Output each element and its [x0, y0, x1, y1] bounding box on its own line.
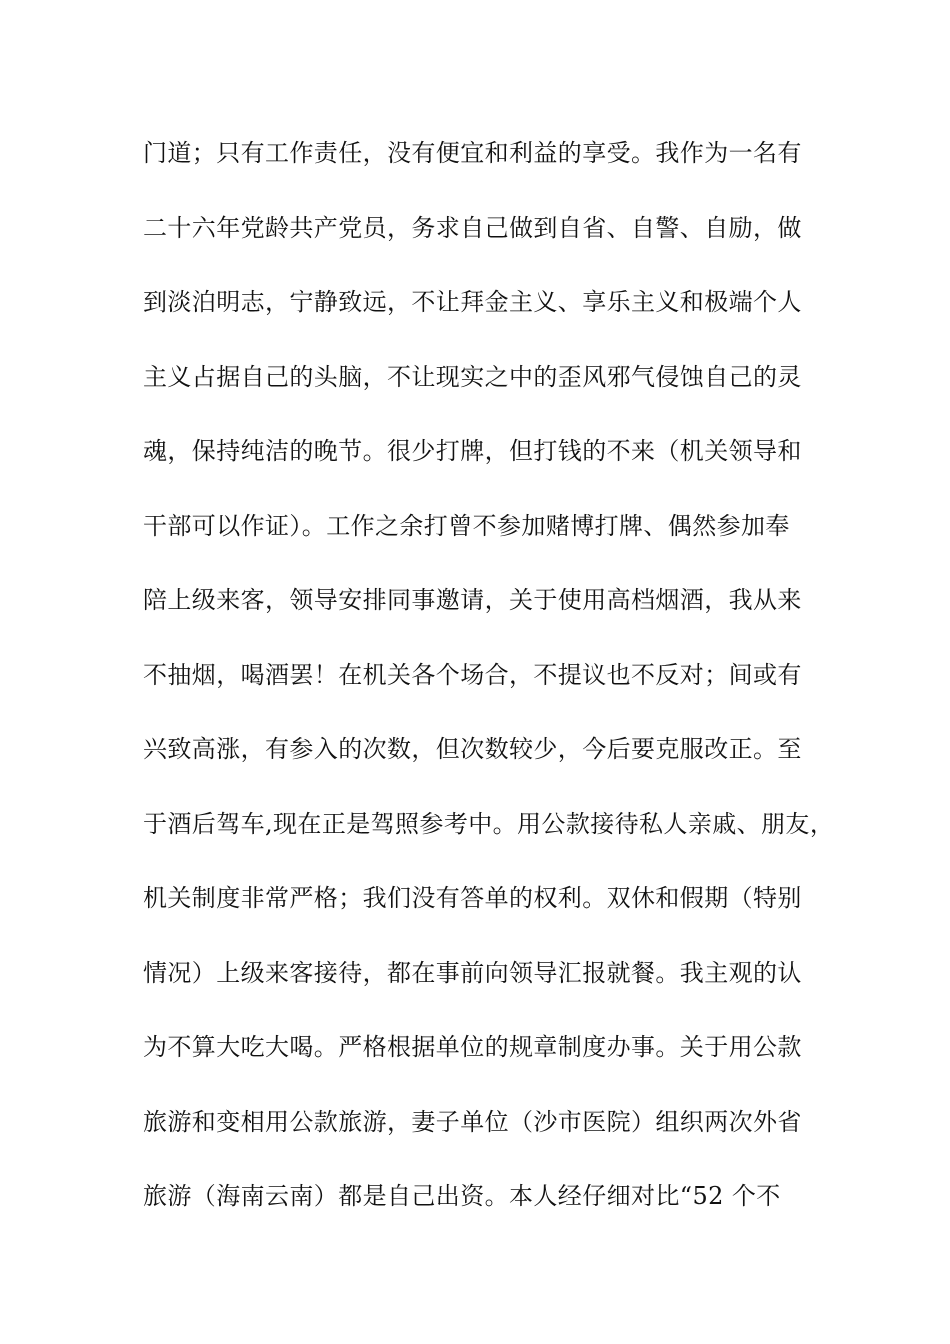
text-line: 为不算大吃大喝。严格根据单位的规章制度办事。关于用公款 — [143, 1033, 802, 1061]
text-line: 于酒后驾车,现在正是驾照参考中。用公款接待私人亲戚、朋友， — [143, 809, 835, 838]
text-line: 机关制度非常严格；我们没有答单的权利。双休和假期（特别 — [143, 884, 802, 912]
text-line: 门道；只有工作责任，没有便宜和利益的享受。我作为一名有 — [143, 139, 802, 167]
text-line: 旅游（海南云南）都是自己出资。本人经仔细对比“52 个不 — [143, 1182, 781, 1210]
text-line: 旅游和变相用公款旅游，妻子单位（沙市医院）组织两次外省 — [143, 1107, 802, 1136]
text-line: 干部可以作证）。工作之余打曾不参加赌博打牌、偶然参加奉 — [143, 511, 790, 540]
text-line: 兴致高涨，有参入的次数，但次数较少，今后要克服改正。至 — [143, 735, 802, 763]
body-text — [143, 133, 835, 1251]
text-line: 到淡泊明志，宁静致远，不让拜金主义、享乐主义和极端个人 — [143, 288, 802, 316]
text-line: 魂，保持纯洁的晚节。很少打牌，但打钱的不来（机关领导和 — [143, 437, 802, 465]
text-line: 陪上级来客，领导安排同事邀请，关于使用高档烟酒，我从来 — [143, 586, 802, 614]
text-line: 二十六年党龄共产党员，务求自己做到自省、自警、自励，做 — [143, 213, 802, 242]
text-line: 主义占据自己的头脑，不让现实之中的歪风邪气侵蚀自己的灵 — [143, 362, 802, 391]
text-line: 不抽烟，喝酒罢！在机关各个场合，不提议也不反对；间或有 — [143, 660, 802, 689]
text-line: 情况）上级来客接待，都在事前向领导汇报就餐。我主观的认 — [143, 958, 802, 987]
